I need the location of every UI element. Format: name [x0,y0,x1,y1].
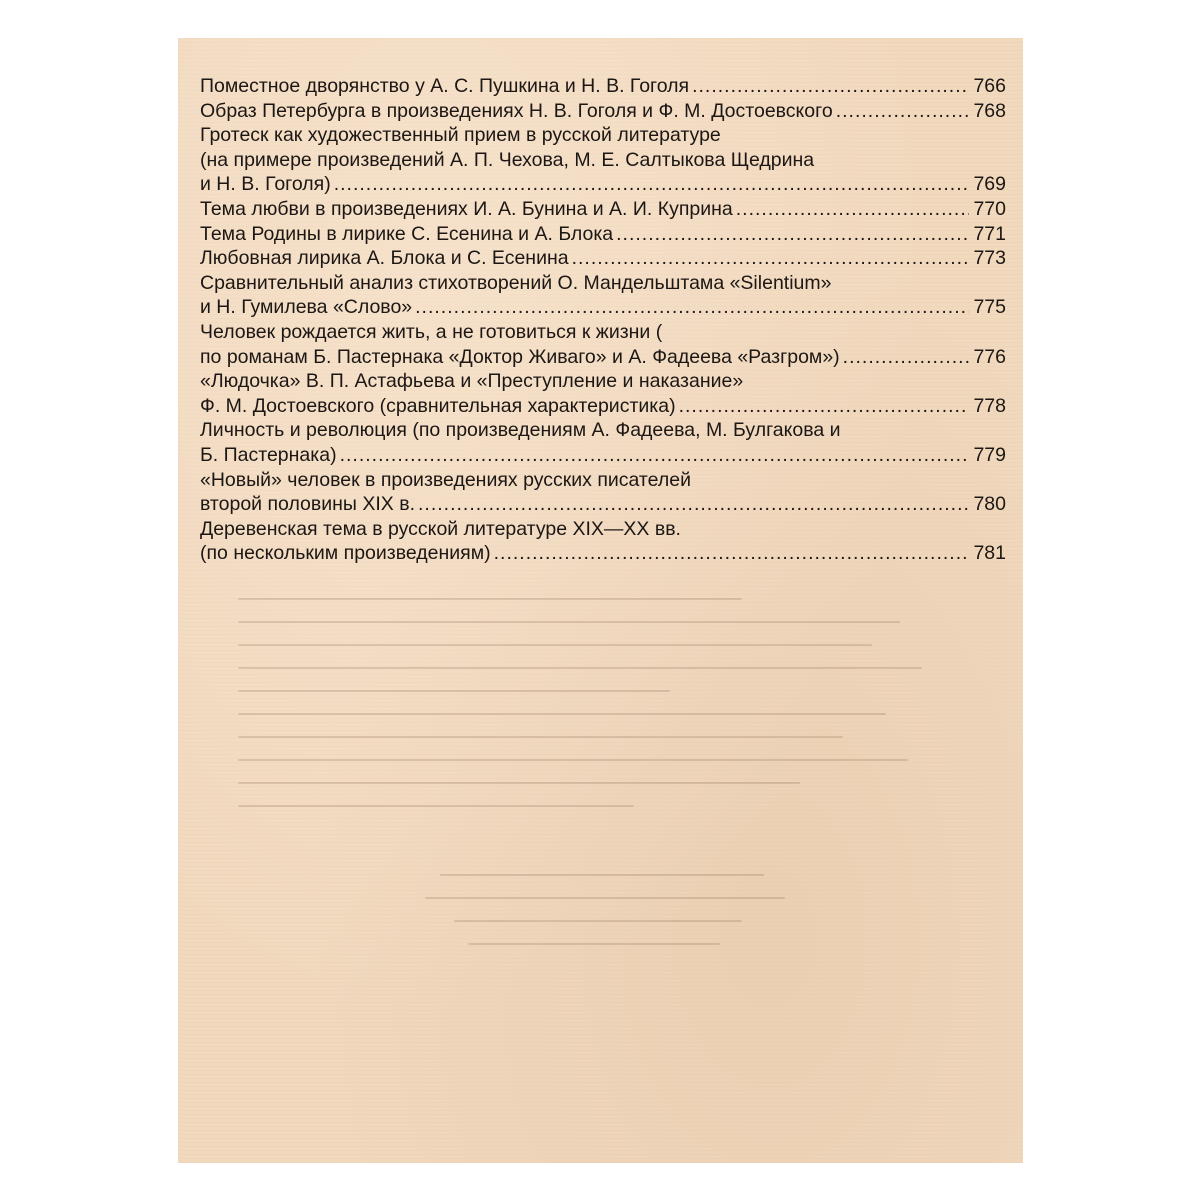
toc-entry-title-line: Тема Родины в лирике С. Есенина и А. Блока [200,222,614,245]
dot-leader [572,246,970,271]
dot-leader [418,492,969,517]
toc-entry-title-line: по романам Б. Пастернака «Доктор Живаго» и А. Фадеева «Разгром») [200,345,840,368]
toc-entry-final-line [200,345,1006,370]
toc-page-number: 780 [973,493,1006,516]
dot-leader [736,197,970,222]
toc-entry [200,517,1006,566]
toc-entry-final-line [200,295,1006,320]
toc-entry [200,468,1006,517]
toc-entry-final-line [200,492,1006,517]
bleed-through-texture [238,598,958,1018]
toc-entry [200,369,1006,418]
dot-leader [334,172,970,197]
toc-entry-title-line: Образ Петербурга в произведениях Н. В. Гоголя и Ф. М. Достоевского [200,99,833,122]
toc-entry [200,99,1006,124]
toc-entry-final-line [200,172,1006,197]
toc-page-number: 779 [973,443,1006,466]
toc-entry-final-line [200,394,1006,419]
toc-page-number: 773 [973,247,1006,270]
toc-entry-final-line [200,74,1006,99]
toc-entry-title-line: Личность и революция (по произведениям А. Фадеева, М. Булгакова и [200,419,841,442]
toc-page-number: 769 [973,173,1006,196]
dot-leader [616,222,969,247]
toc-entry [200,222,1006,247]
toc-entry-title-line: Тема любви в произведениях И. А. Бунина и А. И. Куприна [200,197,733,220]
toc-entry [200,197,1006,222]
toc-entry-final-line [200,222,1006,247]
toc-page-number: 768 [973,99,1006,122]
dot-leader [843,345,970,370]
book-page [178,38,1023,1163]
toc-entry [200,271,1006,320]
dot-leader [415,295,969,320]
toc-page-number: 766 [973,75,1006,97]
dot-leader [692,74,969,99]
toc-entry [200,320,1006,369]
toc-page-number: 781 [973,542,1006,565]
toc-entry-final-line [200,197,1006,222]
toc-entry [200,246,1006,271]
dot-leader [340,443,970,468]
table-of-contents [200,74,1006,566]
toc-entry-title-line: и Н. Гумилева «Слово» [200,296,413,319]
toc-entry [200,74,1006,99]
toc-entry-title-line: Сравнительный анализ стихотворений О. Мандельштама «Silentium» [200,271,832,294]
dot-leader [679,394,970,419]
toc-page-number: 771 [973,222,1006,245]
toc-entry-title-line: Поместное дворянство у А. С. Пушкина и Н. В. Гоголя [200,75,690,97]
toc-entry-title-line: (по нескольким произведениям) [200,542,491,565]
toc-entry-title-line: Б. Пастернака) [200,443,337,466]
toc-entry-title-line: (на примере произведений А. П. Чехова, М. Е. Салтыкова Щедрина [200,148,815,171]
toc-entry-title-line: «Людочка» В. П. Астафьева и «Преступление и наказание» [200,370,744,393]
toc-entry-title-line: Ф. М. Достоевского (сравнительная характеристика) [200,394,676,417]
toc-entry-final-line [200,443,1006,468]
toc-entry-final-line [200,99,1006,124]
toc-entry-final-line [200,246,1006,271]
dot-leader [836,99,970,124]
toc-entry-title-line: «Новый» человек в произведениях русских писателей [200,468,691,491]
toc-entry-final-line [200,541,1006,566]
toc-entry-title-line: Любовная лирика А. Блока и С. Есенина [200,247,569,270]
toc-page-number: 770 [973,197,1006,220]
toc-entry-title-line: Гротеск как художественный прием в русской литературе [200,124,721,147]
toc-entry-title-line: и Н. В. Гоголя) [200,173,331,196]
toc-entry-title-line: Человек рождается жить, а не готовиться к жизни ( [200,320,663,343]
toc-entry [200,418,1006,467]
toc-entry [200,123,1006,197]
toc-entry-title-line: Деревенская тема в русской литературе XIX—XX вв. [200,517,681,540]
dot-leader [494,541,970,566]
toc-page-number: 776 [973,345,1006,368]
toc-page-number: 778 [973,394,1006,417]
toc-entry-title-line: второй половины XIX в. [200,493,415,516]
toc-page-number: 775 [973,296,1006,319]
